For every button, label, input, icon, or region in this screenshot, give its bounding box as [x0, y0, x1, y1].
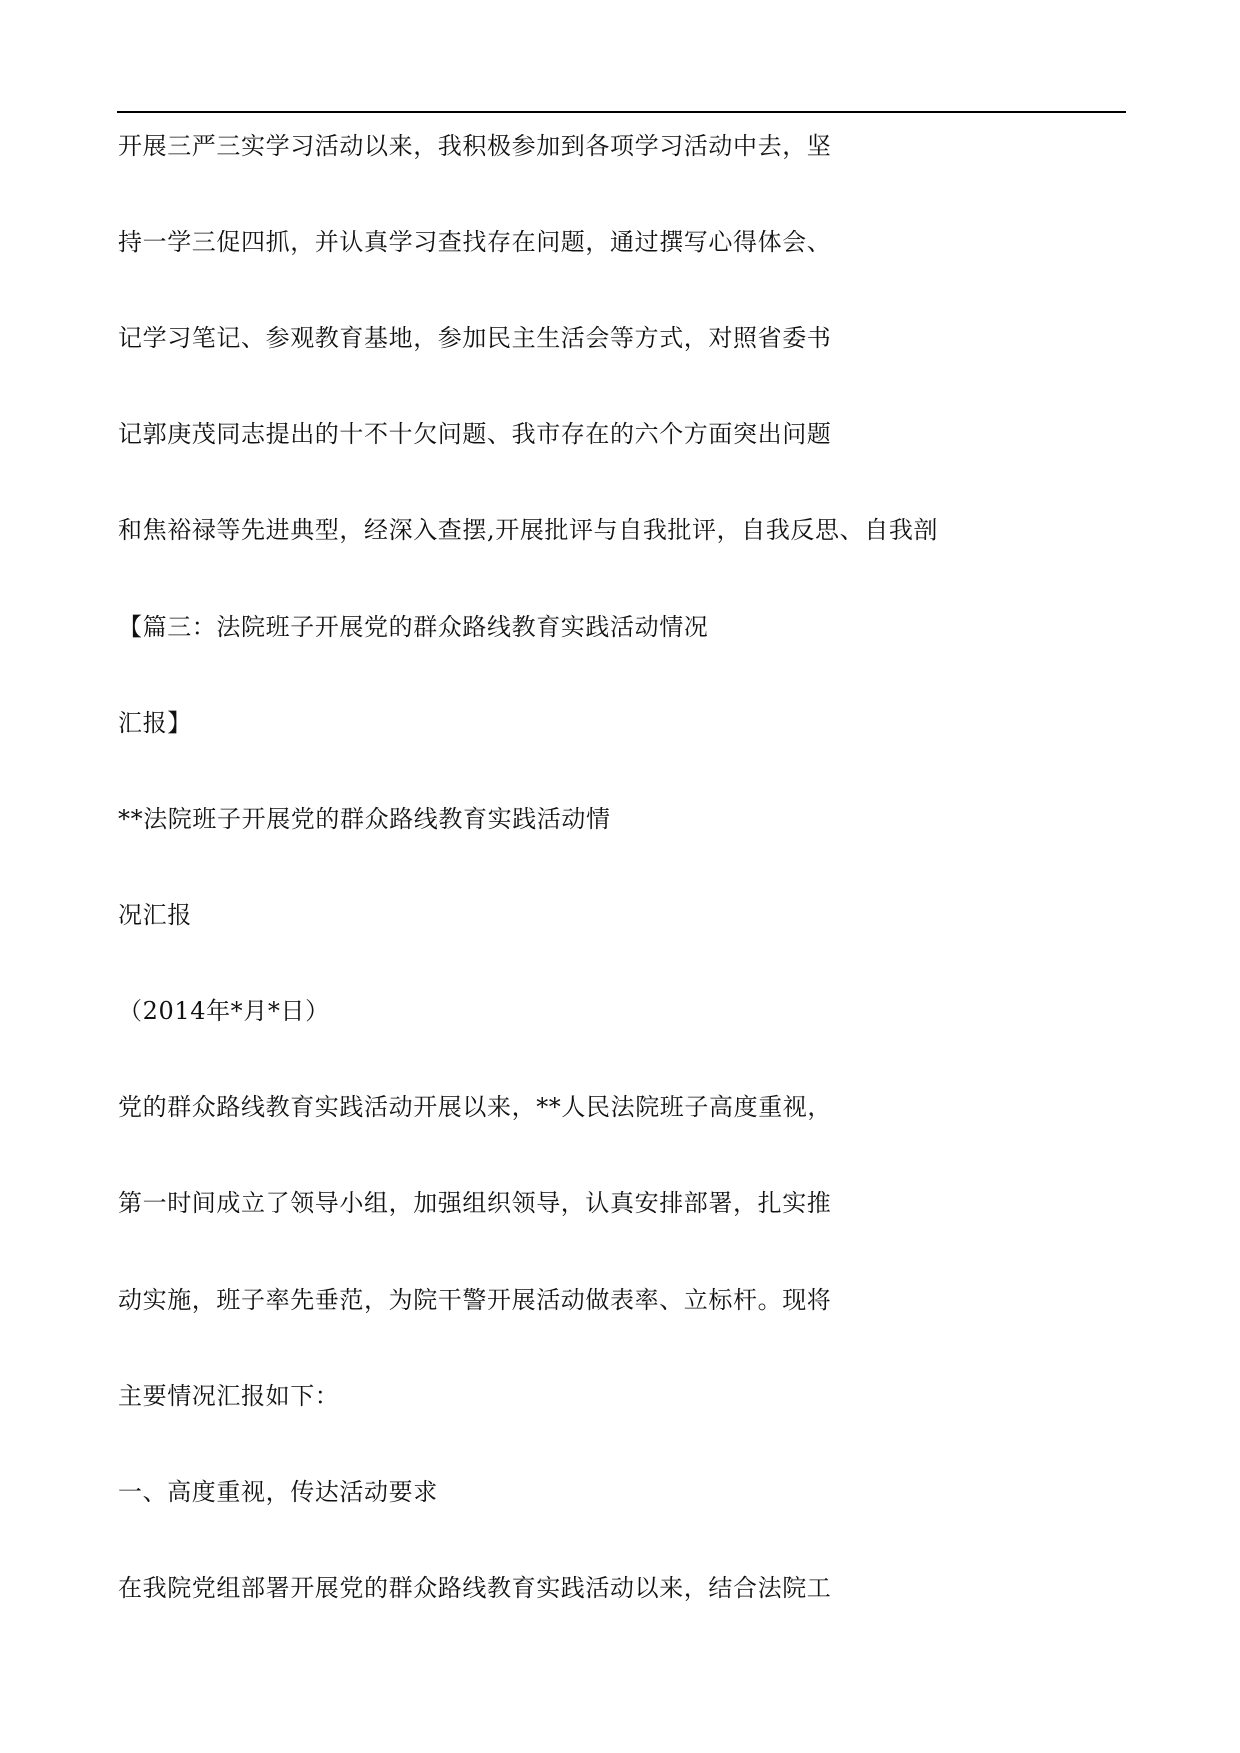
paragraph-line: 开展三严三实学习活动以来，我积极参加到各项学习活动中去，坚	[118, 132, 832, 160]
section-heading: 汇报】	[118, 709, 192, 737]
report-title: 况汇报	[118, 901, 192, 929]
section-heading: 【篇三：法院班子开展党的群众路线教育实践活动情况	[118, 613, 709, 641]
subsection-heading: 一、高度重视，传达活动要求	[118, 1478, 438, 1506]
report-date: （2014年*月*日）	[118, 997, 330, 1025]
paragraph-line: 动实施，班子率先垂范，为院干警开展活动做表率、立标杆。现将	[118, 1286, 832, 1314]
paragraph-line: 第一时间成立了领导小组，加强组织领导，认真安排部署，扎实推	[118, 1189, 832, 1217]
paragraph-line: 持一学三促四抓，并认真学习查找存在问题，通过撰写心得体会、	[118, 228, 832, 256]
paragraph-line: 和焦裕禄等先进典型，经深入查摆,开展批评与自我批评，自我反思、自我剖	[118, 516, 939, 544]
paragraph-line: 记郭庚茂同志提出的十不十欠问题、我市存在的六个方面突出问题	[118, 420, 832, 448]
paragraph-line: 在我院党组部署开展党的群众路线教育实践活动以来，结合法院工	[118, 1574, 832, 1602]
paragraph-line: 记学习笔记、参观教育基地，参加民主生活会等方式，对照省委书	[118, 324, 832, 352]
header-rule	[117, 111, 1126, 113]
paragraph-line: 党的群众路线教育实践活动开展以来，**人民法院班子高度重视，	[118, 1093, 832, 1121]
paragraph-line: 主要情况汇报如下：	[118, 1382, 340, 1410]
report-title: **法院班子开展党的群众路线教育实践活动情	[118, 805, 611, 833]
